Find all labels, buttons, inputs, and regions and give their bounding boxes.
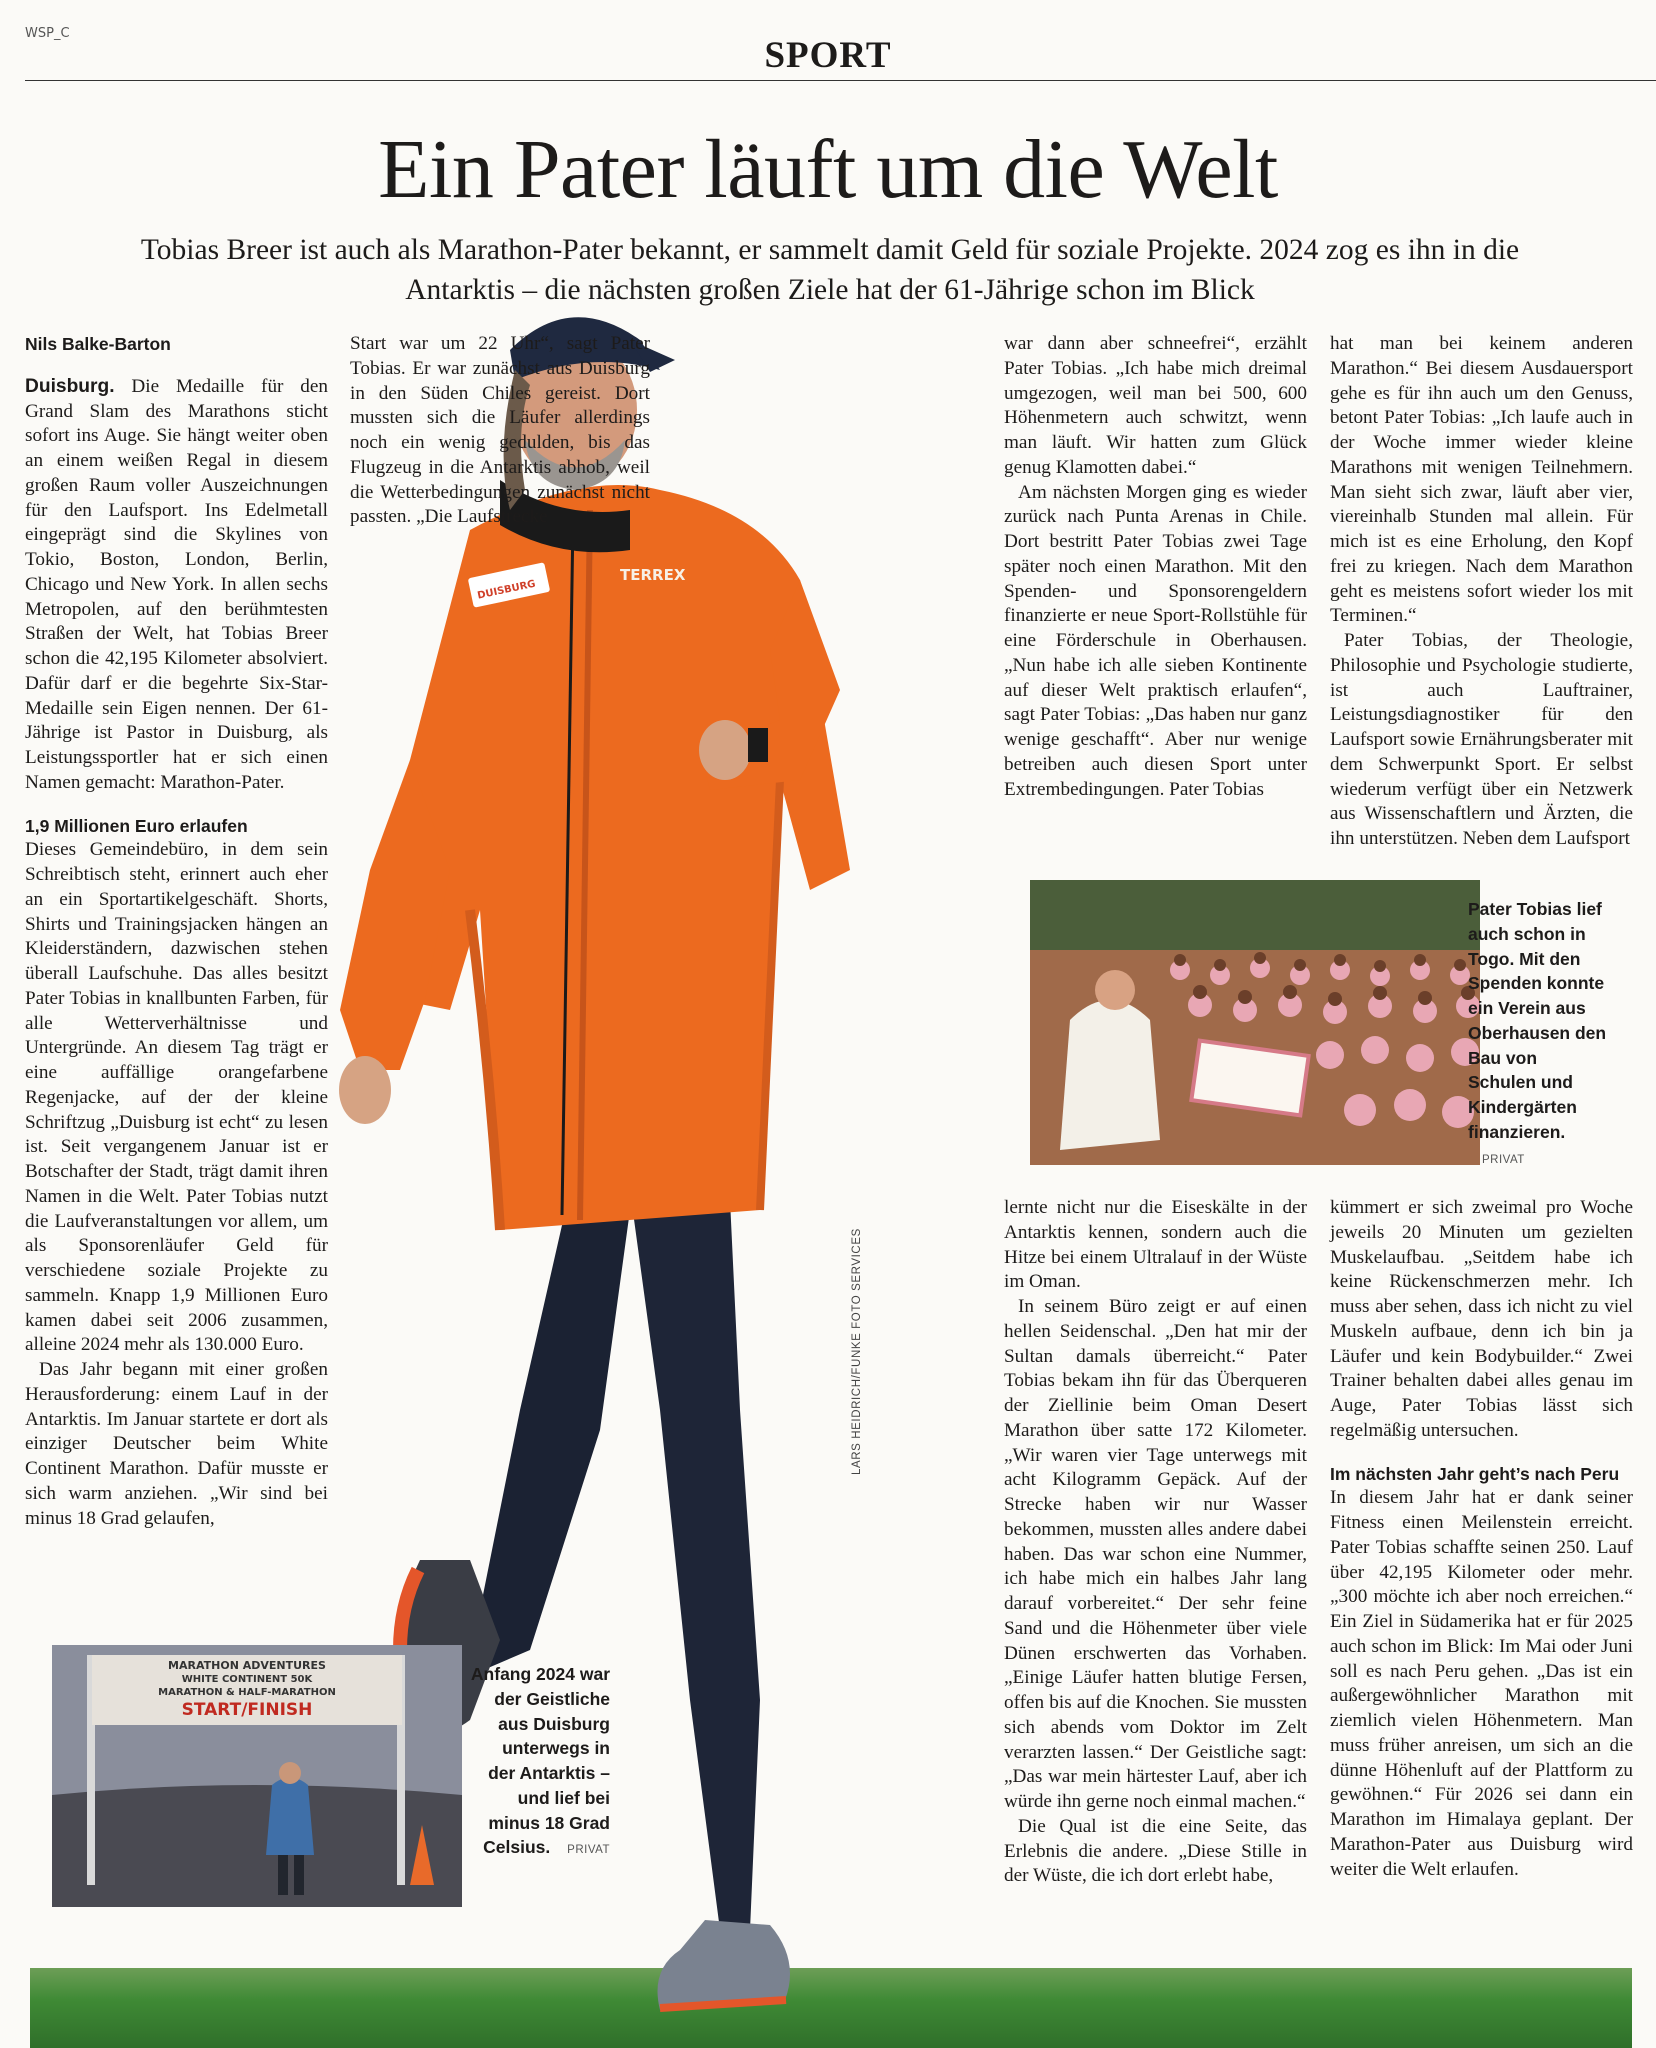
paragraph: Am nächsten Morgen ging es wieder zurück nach Punta Arenas in Chile. Dort bestritt Pater Tobias zwei Tage später noch einen Marathon. Mit den Spenden- und Sponsorengeldern finanzierte er neue Sport-Rollstühle für eine Förderschule in Oberhausen. „Nun habe ich alle sieben Kontinente auf dieser Welt praktisch erlaufen“, sagt Pater Tobias: „Das haben nur ganz wenige geschafft“. Aber nur wenige betreiben auch diesen Sport unter Extrembedingungen. Pater Tobias (1004, 481, 1307, 800)
jacket-brand-text: TERREX (620, 566, 686, 584)
deck: Tobias Breer ist auch als Marathon-Pater bekannt, er sammelt damit Geld für soziale Projekte. 2024 zog es ihn in die Antarktis – die nächsten großen Ziele hat der 61-Jährige schon im Blick (140, 234, 1520, 306)
paragraph: Die Qual ist die eine Seite, das Erlebnis die andere. „Diese Stille in der Wüste, die ich dort erlebt habe, (1004, 1815, 1307, 1887)
paragraph: Start war um 22 Uhr“, sagt Pater Tobias. Er war zunächst aus Duisburg in den Süden Chiles gereist. Dort mussten sich die Läufer allerdings noch ein wenig gedulden, bis das Flugzeug in die Antarktis abhob, weil die Wetterbedingungen zunächst nicht passten. „Die Laufstrecke (350, 333, 650, 528)
antarctica-photo (52, 1645, 462, 1907)
jacket-badge-text: DUISBURG (476, 578, 537, 602)
article-column-4-bottom (1330, 1196, 1633, 1882)
banner-line-3: MARATHON & HALF-MARATHON (158, 1687, 336, 1698)
dateline: Duisburg. (25, 375, 115, 397)
antarctica-caption: Anfang 2024 war der Geistliche aus Duisburg unterwegs in der Antarktis – und lief bei minus 18 Grad Celsius. PRIVAT (470, 1664, 610, 1858)
antarctica-photo-credit: PRIVAT (567, 1844, 610, 1857)
paragraph: In diesem Jahr hat er dank seiner Fitness einen Meilenstein erreicht. Pater Tobias schaffte seinen 250. Lauf über 42,195 Kilometer oder mehr. „300 möchte ich aber noch erreichen.“ Ein Ziel in Südamerika hat er für 2025 auch schon im Blick: Im Mai oder Juni soll es nach Peru gehen. „Das ist ein außergewöhnlicher Marathon mit ziemlich vielen Höhenmetern. Man muss früher anreisen, um sich an die dünne Höhenluft auf der Plattform zu gewöhnen.“ Für 2026 sei dann ein Marathon im Himalaya geplant. Der Marathon-Pater aus Duisburg wird weiter die Welt erlaufen. (1330, 1487, 1633, 1880)
togo-photo-credit: PRIVAT (1482, 1153, 1525, 1166)
togo-photo (1030, 880, 1480, 1165)
subheading: 1,9 Millionen Euro erlaufen (25, 815, 248, 836)
paragraph: In seinem Büro zeigt er auf einen hellen Seidenschal. „Den hat mir der Sultan damals überreicht.“ Pater Tobias bekam ihn für das Überqueren der Ziellinie beim Oman Desert Marathon über satte 172 Kilometer. „Wir waren vier Tage unterwegs mit acht Kilogramm Gepäck. Auf der Strecke haben wir nur Wasser bekommen, mussten alles andere dabei haben. Das war schon eine Nummer, ich habe mich ein halbes Jahr lang darauf vorbereitet.“ Der sehr feine Sand und die Höhenmeter über viele Dünen erschwerten das Vorhaben. „Einige Läufer hatten blutige Fersen, offen bis auf die Knochen. Sie mussten sich abends vom Doktor im Zelt verarzten lassen.“ Der Geistliche sagt: „Das war mein härtester Lauf, aber ich würde ihn gerne noch einmal machen.“ (1004, 1296, 1307, 1812)
paragraph: lernte nicht nur die Eiseskälte in der Antarktis kennen, sondern auch die Hitze bei einem Ultralauf in der Wüste im Oman. (1004, 1197, 1307, 1293)
article-column-2 (350, 332, 650, 530)
ressort-title: SPORT (764, 35, 892, 76)
togo-caption: Pater Tobias lief auch schon in Togo. Mit den Spenden konnte ein Verein aus Oberhausen den Bau von Schulen und Kindergärten finanzieren. PRIVAT (1468, 899, 1607, 1166)
banner-line-4: START/FINISH (181, 1700, 313, 1720)
subheading: Im nächsten Jahr geht’s nach Peru (1330, 1463, 1620, 1484)
paragraph: Pater Tobias, der Theologie, Philosophie und Psychologie studierte, ist auch Lauftrainer, Leistungsdiagnostiker für den Laufsport sowie Ernährungsberater mit dem Schwerpunkt Sport. Er selbst wiederum verfügt über ein Netzwerk aus Wissenschaftlern und Ärzten, die ihn unterstützen. Neben dem Laufsport (1330, 630, 1633, 849)
paragraph: kümmert er sich zweimal pro Woche jeweils 20 Minuten um gezielten Muskelaufbau. „Seitdem habe ich keine Rückenschmerzen mehr. Ich muss aber sehen, dass ich nicht zu viel Muskeln aufbaue, denn ich bin ja Läufer und kein Bodybuilder.“ Zwei Trainer behalten dabei alles genau im Auge, Pater Tobias lässt sich regelmäßig untersuchen. (1330, 1197, 1633, 1441)
paragraph: war dann aber schneefrei“, erzählt Pater Tobias. „Ich habe mich dreimal umgezogen, weil man bei 500, 600 Höhenmetern auch schwitzt, wenn man läuft. Wir hatten zum Glück genug Klamotten dabei.“ (1004, 333, 1307, 478)
header-rule (25, 80, 1656, 81)
paragraph: Das Jahr begann mit einer großen Herausforderung: einem Lauf in der Antarktis. Im Januar startete er dort als einziger Deutscher beim White Continent Marathon. Dafür musste er sich warm anziehen. „Wir sind bei minus 18 Grad gelaufen, (25, 1359, 328, 1529)
banner-line-2: WHITE CONTINENT 50K (181, 1674, 313, 1685)
main-photo-credit: LARS HEIDRICH/FUNKE FOTO SERVICES (851, 1228, 863, 1475)
paragraph: hat man bei keinem anderen Marathon.“ Bei diesem Ausdauersport gehe es für ihn auch um den Genuss, betont Pater Tobias: „Ich laufe auch in der Woche immer wieder kleine Marathons mit wenigen Teilnehmern. Man sieht sich zwar, läuft aber vier, viereinhalb Stunden mal allein. Für mich ist es eine Erholung, den Kopf frei zu kriegen. Nach dem Marathon geht es meistens sofort wieder los mit Terminen.“ (1330, 333, 1633, 627)
banner-line-1: MARATHON ADVENTURES (168, 1659, 326, 1672)
author-byline: Nils Balke-Barton (25, 334, 171, 354)
headline: Ein Pater läuft um die Welt (378, 123, 1278, 216)
paragraph: Duisburg. Die Medaille für den Grand Slam des Marathons sticht sofort ins Auge. Sie hängt weiter oben an einem weißen Regal in diesem großen Raum voller Auszeichnungen für den Laufsport. Ins Edelmetall eingeprägt sind die Skylines von Tokio, Boston, London, Berlin, Chicago und New York. In allen sechs Metropolen, auf den berühmtesten Straßen der Welt, hat Tobias Breer schon die 42,195 Kilometer absolviert. Dafür darf er die begehrte Six-Star-Medaille sein Eigen nennen. Der 61-Jährige ist Pastor in Duisburg, als Leistungssportler hat er sich einen Namen gemacht: Marathon-Pater. (25, 375, 328, 793)
article-column-1 (25, 332, 328, 1531)
article-column-4-top (1330, 332, 1633, 852)
paragraph: Dieses Gemeindebüro, in dem sein Schreibtisch steht, erinnert auch eher an ein Sportartikelgeschäft. Shorts, Shirts und Trainingsjacken hängen an Kleiderständern, dazwischen stehen überall Laufschuhe. Das alles besitzt Pater Tobias in knallbunten Farben, für alle Wetterverhältnisse und Untergründe. An diesem Tag trägt er eine auffällige orangefarbene Regenjacke, auf der der kleine Schriftzug „Duisburg ist echt“ zu lesen ist. Seit vergangenem Januar ist er Botschafter der Stadt, trägt damit ihren Namen in die Welt. Pater Tobias nutzt die Laufveranstaltungen vor allem, um als Sponsorenläufer Geld für verschiedene soziale Projekte zu sammeln. Knapp 1,9 Millionen Euro kamen dabei seit 2006 zusammen, alleine 2024 mehr als 130.000 Euro. (25, 839, 328, 1356)
article-column-3-top (1004, 332, 1307, 802)
article-column-3-bottom (1004, 1196, 1307, 1889)
edition-tag: WSP_C (25, 26, 70, 41)
